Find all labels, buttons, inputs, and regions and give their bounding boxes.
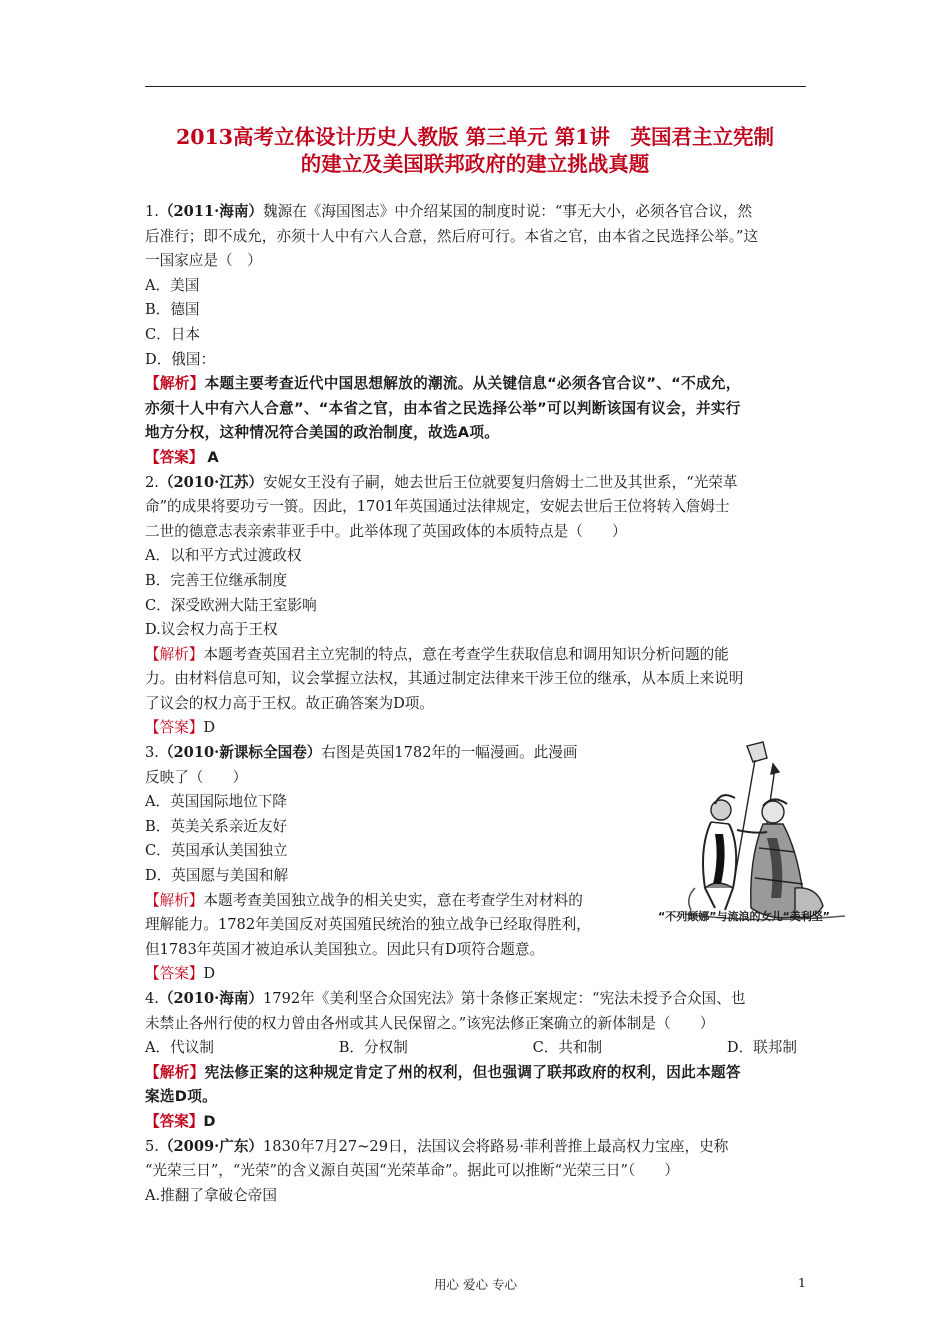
question-source: （2010·新课标全国卷） <box>158 744 322 762</box>
option-b: B．完善王位继承制度 <box>145 571 288 589</box>
answer-value: A <box>207 448 219 466</box>
cartoon-illustration <box>655 738 870 930</box>
option-d: D．联邦制 <box>726 1039 797 1057</box>
analysis-label: 【解析】 <box>145 891 204 909</box>
question-source: （2011·海南） <box>158 203 264 220</box>
option-b: B．英美关系亲近友好 <box>145 817 288 835</box>
question-source: （2009·广东） <box>158 1137 264 1155</box>
option-c: C．深受欧洲大陆王室影响 <box>145 596 317 614</box>
option-a: A.推翻了拿破仑帝国 <box>145 1186 277 1204</box>
option-d: D.议会权力高于王权 <box>145 621 278 639</box>
option-c: C．英国承认美国独立 <box>145 842 288 860</box>
question-stem: 后准行；即不成允，亦须十人中有六人合意，然后府可行。本省之官，由本省之民选择公举。”这 <box>145 227 759 245</box>
analysis-text: 本题考查英国君主立宪制的特点，意在考查学生获取信息和调用知识分析问题的能 <box>203 645 729 663</box>
question-stem: 一国家应是（ ） <box>145 252 262 270</box>
question-stem: 右图是英国1782年的一幅漫画。此漫画 <box>321 744 578 762</box>
analysis-text: 力。由材料信息可知，议会掌握立法权，其通过制定法律来干涉王位的继承，从本质上来说明 <box>145 670 744 688</box>
answer-value: D <box>203 719 216 737</box>
question-number: 2. <box>145 473 159 491</box>
options-row <box>145 1036 797 1061</box>
option-a: A．美国 <box>145 276 200 294</box>
option-b: B．德国 <box>145 301 200 319</box>
question-stem: 1830年7月27~29日，法国议会将路易·菲利普推上最高权力宝座，史称 <box>263 1137 729 1155</box>
analysis-text: 案选D项。 <box>145 1088 217 1106</box>
analysis-text: 但1783年英国才被迫承认美国独立。因此只有D项符合题意。 <box>145 940 545 958</box>
page-title <box>130 124 820 178</box>
question-number: 3. <box>145 744 159 762</box>
analysis-text: 理解能力。1782年美国反对英国殖民统治的独立战争已经取得胜利， <box>145 916 591 934</box>
analysis-label: 【解析】 <box>145 645 204 663</box>
question-stem: 1792年《美利坚合众国宪法》第十条修正案规定：“宪法未授予合众国、也 <box>263 990 746 1007</box>
option-c: C．共和制 <box>532 1039 603 1057</box>
analysis-text: 本题考查美国独立战争的相关史实，意在考查学生对材料的 <box>203 891 583 909</box>
question-2 <box>145 471 810 742</box>
question-4 <box>145 987 810 1135</box>
question-list <box>145 200 810 1208</box>
answer-value: D <box>203 965 216 983</box>
option-d: D．俄国： <box>145 350 216 368</box>
question-stem: “光荣三日”，“光荣”的含义源自英国“光荣革命”。据此可以推断“光荣三日”（ ） <box>145 1162 679 1180</box>
option-c: C．日本 <box>145 325 200 343</box>
question-source: （2010·海南） <box>158 990 264 1007</box>
analysis-text: 地方分权，这种情况符合美国的政治制度，故选A项。 <box>145 424 500 442</box>
option-a: A．英国国际地位下降 <box>145 793 287 811</box>
option-a: A．以和平方式过渡政权 <box>145 547 302 565</box>
question-5 <box>145 1135 810 1209</box>
analysis-label: 【解析】 <box>145 375 205 393</box>
question-1 <box>145 200 810 471</box>
question-stem: 命”的成果将要功亏一篑。因此，1701年英国通过法律规定，安妮去世后王位将转入詹姆士 <box>145 498 730 516</box>
question-number: 5. <box>145 1137 159 1155</box>
answer-label: 【答案】 <box>145 448 204 466</box>
analysis-text: 宪法修正案的这种规定肯定了州的权利，但也强调了联邦政府的权利，因此本题答 <box>204 1063 741 1081</box>
question-stem: 二世的德意志表亲索菲亚手中。此举体现了英国政体的本质特点是（ ） <box>145 522 627 540</box>
question-stem: 安妮女王没有子嗣，她去世后王位就要复归詹姆士二世及其世系，“光荣革 <box>263 473 738 491</box>
title-line-1: 2013高考立体设计历史人教版 第三单元 第1讲 英国君主立宪制 <box>175 125 775 149</box>
page-number: 1 <box>798 1275 806 1290</box>
analysis-text: 本题主要考查近代中国思想解放的潮流。从关键信息“必须各官合议”、“不成允， <box>204 375 741 393</box>
option-a: A．代议制 <box>145 1039 214 1057</box>
analysis-text: 了议会的权力高于王权。故正确答案为D项。 <box>145 694 434 712</box>
option-d: D．英国愿与美国和解 <box>145 867 289 885</box>
question-number: 1. <box>145 203 159 220</box>
header-rule <box>145 86 806 87</box>
question-stem: 未禁止各州行使的权力曾由各州或其人民保留之。”该宪法修正案确立的新体制是（ ） <box>145 1014 715 1032</box>
title-line-2: 的建立及美国联邦政府的建立挑战真题 <box>300 152 650 176</box>
question-number: 4. <box>145 990 159 1007</box>
question-stem: 反映了（ ） <box>145 768 248 786</box>
question-stem: 魏源在《海国图志》中介绍某国的制度时说：“事无大小，必须各官合议，然 <box>263 203 753 220</box>
footer-slogan: 用心 爱心 专心 <box>434 1277 517 1292</box>
answer-label: 【答案】 <box>145 965 204 983</box>
analysis-text: 亦须十人中有六人合意”、“本省之官，由本省之民选择公举”可以判断该国有议会，并实行 <box>145 399 741 417</box>
option-b: B．分权制 <box>338 1039 408 1057</box>
analysis-label: 【解析】 <box>145 1063 205 1081</box>
answer-value: D <box>203 1112 216 1130</box>
figure-caption: “不列颠娜”与流浪的女儿“美利坚” <box>658 910 830 923</box>
question-source: （2010·江苏） <box>158 473 264 491</box>
answer-label: 【答案】 <box>145 1112 204 1130</box>
answer-label: 【答案】 <box>145 719 204 737</box>
